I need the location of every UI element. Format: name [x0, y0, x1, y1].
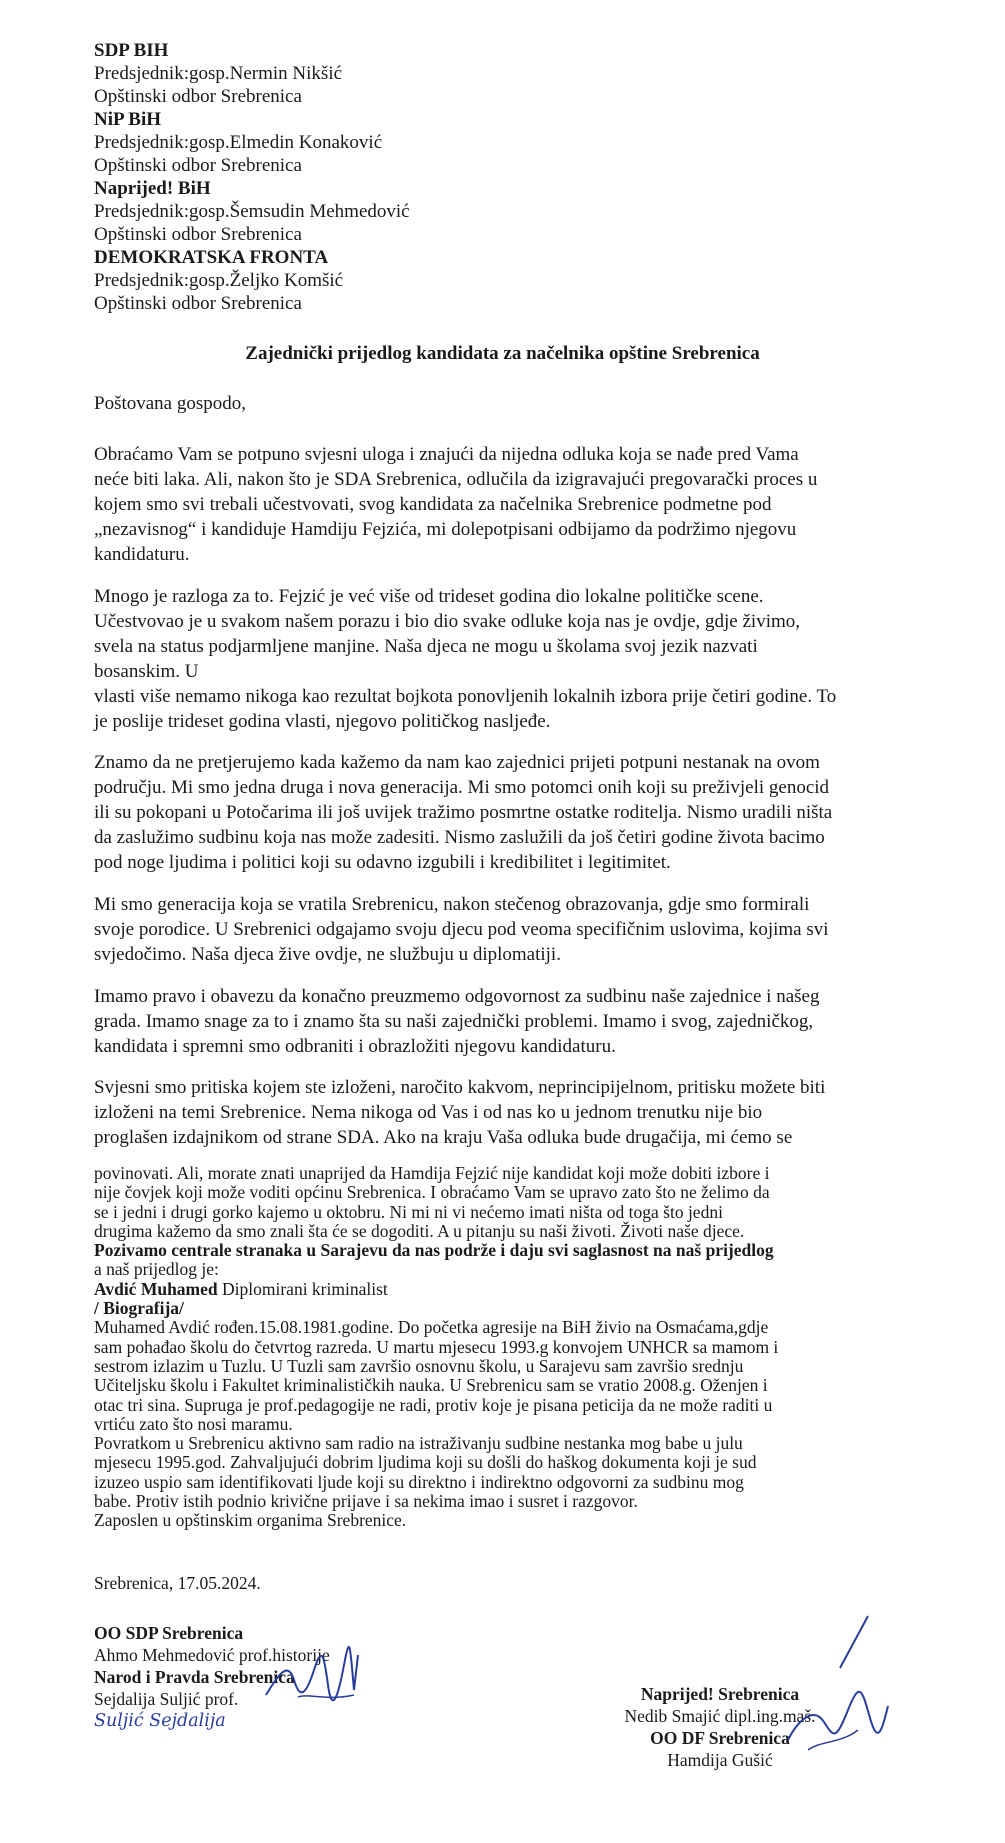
spacer: [94, 1594, 474, 1622]
addressee-party: DEMOKRATSKA FRONTA: [94, 247, 329, 268]
paragraph-line: Mi smo generacija koja se vratila Srebrenicu, nakon stečenog obrazovanja, gdje smo formirali: [94, 894, 810, 915]
handwritten-signature-sdp: [258, 1635, 368, 1715]
paragraph-line: pod noge ljudima i politici koji su odavno izgubili i kredibilitet i legitimitet.: [94, 852, 671, 873]
addressee-president: Predsjednik:gosp.Željko Komšić: [94, 270, 344, 291]
tail-line: sam pohađao školu do četvrtog razreda. U martu mjesecu 1993.g konvojem UNHCR sa mamom i: [94, 1336, 779, 1357]
tail-line: a naš prijedlog je:: [94, 1259, 219, 1280]
tail-line: Učiteljsku školu i Fakultet kriminalističkih nauka. U Srebrenicu sam se vratio 2008.g. Oženjen i: [94, 1375, 768, 1396]
paragraph-line: području. Mi smo jedna druga i nova generacija. Mi smo potomci onih koji su preživjeli genocid: [94, 777, 830, 798]
letter-title: Zajednički prijedlog kandidata za načelnika opštine Srebrenica: [245, 343, 760, 364]
paragraph-line: kandidata i spremni smo odbraniti i obrazložiti njegovu kandidaturu.: [94, 1036, 616, 1057]
body-tail: [94, 1164, 974, 1531]
biography-heading: / Biografija/: [94, 1298, 184, 1319]
paragraph-line: ili su pokopani u Potočarima ili još uvijek tražimo posmrtne ostatke roditelja. Nismo uradili ništa: [94, 802, 833, 823]
signer-person: Hamdija Gušić: [667, 1750, 773, 1770]
paragraph-line: Imamo pravo i obavezu da konačno preuzmemo odgovornost za sudbinu naše zajednice i našeg: [94, 986, 820, 1007]
paragraph-line: Obraćamo Vam se potpuno svjesni uloga i znajući da nijedna odluka koja se nađe pred Vama: [94, 444, 799, 465]
body-paragraph: [94, 751, 974, 876]
tail-line: Muhamed Avdić rođen.15.08.1981.godine. Do početka agresije na BiH živio na Osmaćama,gdje: [94, 1317, 769, 1338]
paragraph-line: da zaslužimo sudbinu koja nas može zadesiti. Nismo zaslužili da još četiri godine života bacimo: [94, 827, 825, 848]
signer-org: Narod i Pravda Srebrenica: [94, 1667, 295, 1687]
paragraph-line: kandidaturu.: [94, 544, 190, 565]
tail-line: drugima kažemo da smo znali šta će se dogoditi. A u pitanju su naši životi. Životi naše djece.: [94, 1220, 745, 1241]
tail-line: Zaposlen u opštinskim organima Srebrenice.: [94, 1510, 407, 1531]
paragraph-line: Znamo da ne pretjerujemo kada kažemo da nam kao zajednici prijeti potpuni nestanak na ovom: [94, 752, 820, 773]
tail-line: izuzeo uspio sam identifikovati ljude koji su direktno i indirektno odgovorni za sudbinu mog: [94, 1471, 744, 1492]
addressee-board: Opštinski odbor Srebrenica: [94, 224, 302, 245]
tail-line: nije čovjek koji može voditi općinu Srebrenica. I obraćamo Vam se upravo zato što ne želimo da: [94, 1182, 770, 1203]
tail-line: babe. Protiv istih podnio krivične prijave i sa nekima imao i susret i razgovor.: [94, 1491, 638, 1512]
paragraph-line: grada. Imamo snage za to i znamo šta su naši zajednički problemi. Imamo i svog, zajedničkog,: [94, 1011, 814, 1032]
paragraph-line: svela na status podjarmljene manjine. Naša djeca ne mogu u školama svoj jezik nazvati: [94, 636, 758, 657]
addressee-block: [94, 39, 694, 315]
handwritten-signature-text: Suljić Sejdalija: [94, 1711, 226, 1731]
tail-line: mjesecu 1995.god. Zahvaljujući dobrim ljudima koji su došli do haškog dokumenta koji je sud: [94, 1452, 757, 1473]
paragraph-line: vlasti više nemamo nikoga kao rezultat bojkota ponovljenih lokalnih izbora prije četiri godine. To: [94, 686, 837, 707]
paragraph-line: Učestvovao je u svakom našem porazu i bio dio svake odluke koja nas je ovdje, gdje živimo,: [94, 611, 800, 632]
addressee-board: Opštinski odbor Srebrenica: [94, 293, 302, 314]
paragraph-line: bosanskim. U: [94, 661, 199, 682]
body-paragraph: [94, 1076, 974, 1151]
addressee-party: Naprijed! BiH: [94, 178, 211, 199]
signer-person: Ahmo Mehmedović prof.historije: [94, 1645, 330, 1665]
tail-line: se i jedni i drugi gorko kajemo u oktobru. Ni mi ni vi nećemo imati ništa od toga što jedni: [94, 1201, 723, 1222]
paragraph-line: neće biti laka. Ali, nakon što je SDA Srebrenica, odlučila da izigravajući pregovarački proces u: [94, 469, 818, 490]
tail-line: otac tri sina. Supruga je prof.pedagogije ne radi, protiv koje je pisana peticija da ne može raditi u: [94, 1394, 773, 1415]
tail-line: vrtiću zato što nosi maramu.: [94, 1413, 293, 1434]
addressee-president: Predsjednik:gosp.Nermin Nikšić: [94, 63, 343, 84]
paragraph-line: je poslije trideset godina vlasti, njegovo političkog nasljeđe.: [94, 711, 551, 732]
addressee-party: NiP BiH: [94, 109, 162, 130]
paragraph-line: „nezavisnog“ i kandiduje Hamdiju Fejzića, mi dolepotpisani odbijamo da podržimo njegovu: [94, 519, 797, 540]
signer-org: OO DF Srebrenica: [650, 1728, 790, 1748]
addressee-board: Opštinski odbor Srebrenica: [94, 155, 302, 176]
signer-org: Naprijed! Srebrenica: [640, 1684, 800, 1704]
paragraph-line: izloženi na temi Srebrenice. Nema nikoga od Vas i od nas ko u jednom trenutku nije bio: [94, 1102, 763, 1123]
paragraph-line: Svjesni smo pritiska kojem ste izloženi, naročito kakvom, neprincipijelnom, pritisku možete biti: [94, 1077, 826, 1098]
tail-line: povinovati. Ali, morate znati unaprijed da Hamdija Fejzić nije kandidat koji može dobiti izbore i: [94, 1163, 770, 1183]
body-paragraph: [94, 893, 974, 968]
addressee-president: Predsjednik:gosp.Šemsudin Mehmedović: [94, 201, 410, 222]
addressee-president: Predsjednik:gosp.Elmedin Konaković: [94, 132, 383, 153]
addressee-party: SDP BIH: [94, 40, 169, 61]
greeting: Poštovana gospodo,: [94, 393, 246, 414]
paragraph-line: svjedočimo. Naša djeca žive ovdje, ne službuju u diplomatiji.: [94, 944, 561, 965]
handwritten-signature-naprijed: [778, 1610, 898, 1760]
signer-person: Nedib Smajić dipl.ing.maš.: [624, 1706, 816, 1726]
paragraph-line: proglašen izdajnikom od strane SDA. Ako na kraju Vaša odluka bude drugačija, mi ćemo se: [94, 1127, 793, 1148]
body-paragraph: [94, 585, 974, 735]
paragraph-line: Mnogo je razloga za to. Fejzić je već više od trideset godina dio lokalne političke scene.: [94, 586, 764, 607]
tail-line: sestrom izlazim u Tuzlu. U Tuzli sam završio osnovnu školu, u Sarajevu sam završio srednju: [94, 1355, 744, 1376]
tail-line: Povratkom u Srebrenicu aktivno sam radio na istraživanju sudbine nestanka mog babe u julu: [94, 1433, 743, 1454]
paragraph-line: kojem smo svi trebali učestvovati, svog kandidata za načelnika Srebrenice podmetne pod: [94, 494, 772, 515]
body-paragraph: [94, 985, 974, 1060]
addressee-board: Opštinski odbor Srebrenica: [94, 86, 302, 107]
tail-line-appeal: Pozivamo centrale stranaka u Sarajevu da nas podrže i daju svi saglasnost na naš prijedlog: [94, 1240, 774, 1261]
candidate-name: Avdić Muhamed: [94, 1278, 218, 1299]
signer-org: OO SDP Srebrenica: [94, 1623, 244, 1643]
candidate-title: Diplomirani kriminalist: [217, 1278, 388, 1299]
place-date: Srebrenica, 17.05.2024.: [94, 1573, 261, 1593]
body-paragraph: [94, 443, 974, 568]
candidate-line: [94, 1280, 974, 1299]
paragraph-line: svoje porodice. U Srebrenici odgajamo svoju djecu pod veoma specifičnim uslovima, kojima svi: [94, 919, 829, 940]
signer-person: Sejdalija Suljić prof.: [94, 1689, 239, 1709]
